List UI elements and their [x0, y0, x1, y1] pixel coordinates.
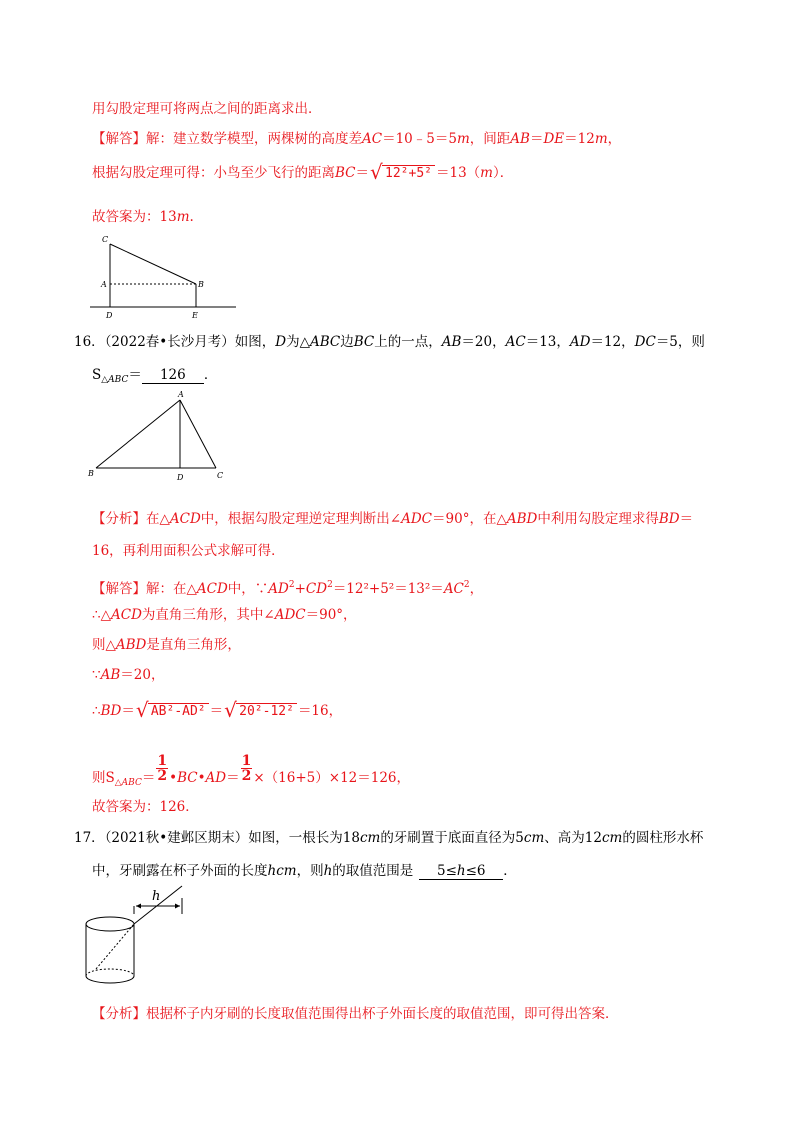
numerator: 1 [241, 753, 252, 769]
text: 边 [340, 334, 354, 350]
q17-line2 [92, 862, 517, 880]
text: • [169, 770, 178, 786]
fraction-half [156, 754, 168, 783]
text: 故答案为：13 [92, 209, 177, 225]
var: DC [634, 334, 656, 350]
radicand: 20²-12² [236, 703, 297, 719]
text: ＝12²+5²＝13²＝ [332, 581, 444, 597]
var: AC [443, 581, 464, 597]
radicand: AB²-AD² [148, 703, 209, 719]
text: 用勾股定理可将两点之间的距离求出． [92, 101, 322, 117]
a16-solve-line3 [92, 636, 241, 654]
var: BD [100, 703, 122, 719]
p1-line3 [92, 160, 514, 184]
text: ＝ [529, 131, 544, 147]
text: 中，根据勾股定理逆定理判断出∠ [200, 511, 402, 527]
analysis-tag: 【分析】 [92, 1006, 146, 1022]
text: • [197, 770, 206, 786]
solution-tag: 【解答】 [92, 131, 146, 147]
text: ． [503, 863, 517, 879]
denominator: 2 [241, 768, 252, 784]
text: ，间距 [469, 131, 511, 147]
var: AD [569, 334, 591, 350]
text: 在△ [146, 511, 170, 527]
var: AD [268, 581, 289, 597]
var: D [275, 334, 287, 350]
text: ， [469, 581, 484, 597]
side-ac [180, 400, 216, 468]
p1-line1 [92, 100, 322, 118]
a16-solve-line2 [92, 606, 357, 624]
text: ＝ [679, 511, 694, 527]
text: ＝90°， [305, 607, 357, 623]
text: 的圆柱形水杯 [622, 830, 704, 846]
text: ． [203, 367, 218, 383]
text: ＝ [128, 367, 142, 383]
cup-figure [84, 884, 194, 988]
var: ABD [115, 637, 147, 653]
question-number: 16． [74, 334, 105, 350]
sqrt-expr-2: √ 20²-12² [224, 702, 297, 721]
var: ADC [274, 607, 306, 623]
var: ADC [401, 511, 433, 527]
label-b: B [198, 280, 204, 289]
tree-figure [88, 232, 238, 320]
unit: cm [601, 830, 623, 846]
unit: cm [523, 830, 545, 846]
var: ACD [196, 581, 228, 597]
text: ＝5，则 [655, 334, 705, 350]
text: ＝20， [461, 334, 506, 350]
answer-blank: 126 [142, 367, 204, 384]
var: h [267, 863, 277, 879]
var: AC [505, 334, 526, 350]
text: 则△ [92, 637, 116, 653]
var: AB [441, 334, 462, 350]
arrow-right-icon [175, 904, 180, 909]
cup-top-ellipse [86, 917, 134, 931]
text: 根据杯子内牙刷的长度取值范围得出杯子外面长度的取值范围，即可得出答案． [146, 1006, 619, 1022]
arrow-left-icon [136, 904, 141, 909]
denominator: 2 [157, 768, 168, 784]
subscript: △ABC [101, 375, 129, 385]
text: ，则 [296, 863, 324, 879]
text: （2021秋•建邺区期末）如图，一根长为18 [104, 830, 360, 846]
var: BC [335, 165, 356, 181]
var: ACD [169, 511, 201, 527]
cup-bottom-back [86, 969, 134, 976]
var: BD [658, 511, 680, 527]
a16-analysis-line1 [92, 510, 693, 528]
text: 的取值范围是 [332, 863, 414, 879]
comma: ， [607, 131, 622, 147]
var: BC [177, 770, 198, 786]
subscript: △ABC [114, 778, 142, 788]
text: ＝90°，在△ [432, 511, 507, 527]
var: ABD [506, 511, 538, 527]
text: ＝10﹣5＝5 [382, 131, 457, 147]
answer-blank: 5≤h≤6 [419, 863, 503, 880]
label-e: E [192, 311, 198, 320]
label-a: A [101, 280, 107, 289]
text: ＝ [226, 770, 240, 786]
flight-path [110, 244, 196, 284]
text: 、高为12 [544, 830, 602, 846]
p1-solution-line [92, 130, 621, 148]
var: CD [305, 581, 328, 597]
var: AC [362, 131, 383, 147]
text: 解：建立数学模型，两棵树的高度差 [146, 131, 362, 147]
eq: ＝ [121, 703, 135, 719]
sqrt-expr: √ 12²+5² [370, 164, 435, 183]
text: ＝13， [525, 334, 570, 350]
solution-tag: 【解答】 [92, 581, 146, 597]
analysis-tag: 【分析】 [92, 511, 146, 527]
text: 根据勾股定理可得：小鸟至少飞行的距离 [92, 165, 335, 181]
unit: cm [359, 830, 381, 846]
text: 的牙刷置于底面直径为5 [380, 830, 524, 846]
cup-bottom-front [86, 976, 134, 983]
q17-line1 [74, 829, 703, 847]
text: 故答案为：126． [92, 799, 199, 815]
text: 解：在△ [146, 581, 197, 597]
eq: ＝ [209, 703, 224, 719]
unit: m [594, 131, 608, 147]
triangle-figure [84, 388, 234, 484]
text: ＝12， [590, 334, 635, 350]
label-c: C [102, 235, 109, 244]
p1-answer [92, 208, 194, 226]
numerator: 1 [157, 753, 168, 769]
unit: m [456, 131, 470, 147]
text: 是直角三角形， [146, 637, 241, 653]
var: h [323, 863, 333, 879]
text: ＝12 [564, 131, 595, 147]
var: AB [100, 667, 121, 683]
radicand: 12²+5² [382, 165, 435, 181]
label-c: C [217, 471, 224, 480]
text: 上的一点， [374, 334, 442, 350]
q16-line2 [92, 366, 217, 389]
var: BC [353, 334, 375, 350]
text: ）． [492, 165, 514, 181]
text: 中利用勾股定理求得 [537, 511, 659, 527]
var: DE [543, 131, 565, 147]
var: AB [510, 131, 530, 147]
label-a: A [178, 390, 184, 399]
a17-analysis [92, 1005, 619, 1023]
label-d: D [177, 473, 184, 482]
unit: cm [276, 863, 297, 879]
text: ＝20， [120, 667, 165, 683]
text: S [92, 367, 102, 383]
text: ∴△ [92, 607, 111, 623]
text: ×（16+5）×12＝126， [253, 770, 411, 786]
text: ∵ [92, 667, 101, 683]
text: 中，∵ [227, 581, 269, 597]
var: ABC [309, 334, 341, 350]
text: 为直角三角形，其中∠ [141, 607, 275, 623]
side-ab [96, 400, 180, 468]
a16-solve-line5 [92, 698, 343, 722]
text: 16，再利用面积公式求解可得． [92, 543, 285, 559]
var: ACD [110, 607, 142, 623]
label-d: D [106, 311, 113, 320]
fraction-half-2 [241, 754, 253, 783]
text: 则 [92, 770, 106, 786]
a16-answer [92, 798, 199, 816]
a16-solve-line4 [92, 666, 164, 684]
q16-line1 [74, 333, 705, 351]
text: ＝13（ [435, 165, 481, 181]
var: AD [205, 770, 227, 786]
a16-solve-line6 [92, 753, 411, 793]
eq: ＝ [355, 165, 370, 181]
text: 中，牙刷露在杯子外面的长度 [92, 863, 268, 879]
unit: m [176, 209, 190, 225]
a16-solve-line1: 【解答】解：在△ACD中，$\because AD^2+CD^2=12^2+5^2=13^2=AC^2$， [92, 580, 484, 597]
sqrt-expr-1: √ AB²-AD² [136, 702, 209, 721]
text: ＝ [141, 770, 156, 786]
question-number: 17． [74, 830, 105, 846]
a16-analysis-line2 [92, 542, 285, 560]
text: . [189, 209, 194, 225]
text: 为△ [286, 334, 310, 350]
text: ＝16， [297, 703, 343, 719]
label-b: B [88, 469, 94, 478]
text: （2022春•长沙月考）如图， [104, 334, 276, 350]
text: S [105, 770, 115, 786]
label-h: h [152, 889, 161, 904]
text: ∴ [92, 703, 101, 719]
unit: m [480, 165, 493, 181]
